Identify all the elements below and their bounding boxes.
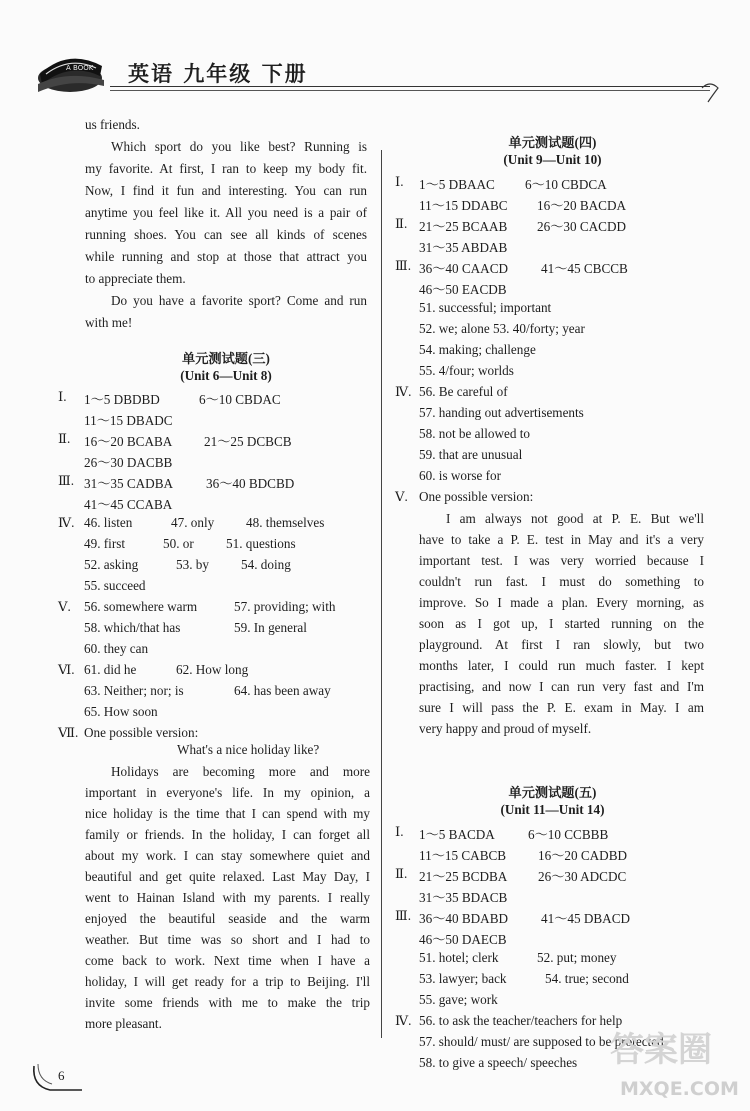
answer-item: 52. put; money bbox=[537, 950, 617, 965]
section-mark: Ⅳ. bbox=[58, 515, 75, 530]
answer-range: 31～35 BDACB bbox=[419, 890, 508, 905]
answer-range: 6～10 CCBBB bbox=[528, 827, 609, 842]
answer-range: 16～20 BCABA bbox=[84, 434, 173, 449]
essay-line: couldn't run fast. I must do something to bbox=[419, 574, 704, 589]
watermark-logo bbox=[602, 1015, 747, 1107]
answer-item: 64. has been away bbox=[234, 683, 331, 698]
paragraph-line: with me! bbox=[85, 315, 133, 330]
header-rule bbox=[110, 86, 710, 87]
answer-range: 11～15 DBADC bbox=[84, 413, 173, 428]
answer-range: 26～30 ADCDC bbox=[538, 869, 627, 884]
essay-line: months later, I could run much faster. I kept bbox=[419, 658, 704, 673]
essay-line: sure I will pass the P. E. exam in May. I am bbox=[419, 700, 704, 715]
answer-range: 1～5 DBAAC bbox=[419, 177, 495, 192]
section-mark: Ⅲ. bbox=[395, 258, 412, 273]
essay-line: weather. But time was so short and I had to bbox=[85, 932, 370, 947]
svg-text:答案圈: 答案圈 bbox=[610, 1030, 712, 1070]
section-mark: Ⅰ. bbox=[58, 389, 67, 404]
answer-range: 36～40 BDCBD bbox=[206, 476, 295, 491]
column-divider bbox=[381, 150, 382, 1038]
answer-item: 51. hotel; clerk bbox=[419, 950, 499, 965]
answer-item: 58. not be allowed to bbox=[419, 426, 530, 441]
essay-line: family or friends. In the holiday, I can forget all bbox=[85, 827, 370, 842]
answer-range: 11～15 DDABC bbox=[419, 198, 508, 213]
answer-range: 6～10 CBDAC bbox=[199, 392, 281, 407]
answer-item: 53. lawyer; back bbox=[419, 971, 507, 986]
answer-range: 16～20 CADBD bbox=[538, 848, 628, 863]
answer-item: 56. to ask the teacher/teachers for help bbox=[419, 1013, 623, 1028]
answer-range: 46～50 EACDB bbox=[419, 282, 507, 297]
answer-range: 46～50 DAECB bbox=[419, 932, 507, 947]
essay-line: holiday, I will get ready for a trip to Beijing. I'll bbox=[85, 974, 370, 989]
answer-item: One possible version: bbox=[419, 489, 534, 504]
intro-end-text: us friends. bbox=[85, 117, 140, 132]
paragraph-line: to appreciate them. bbox=[85, 271, 186, 286]
paragraph-line: Now, I find it fun and interesting. You can run bbox=[85, 183, 367, 198]
essay-line: more pleasant. bbox=[85, 1016, 162, 1031]
essay-line: have to take a P. E. test in May and it's a very bbox=[419, 532, 704, 547]
test3-title: 单元测试题(三) bbox=[182, 351, 270, 366]
paragraph-line: running shoes. You can see all kinds of scenes bbox=[85, 227, 367, 242]
essay-line: come back to work. Next time when I have a bbox=[85, 953, 370, 968]
answer-item: 63. Neither; nor; is bbox=[84, 683, 184, 698]
svg-text:A BOOK: A BOOK bbox=[66, 64, 94, 72]
section-mark: Ⅱ. bbox=[58, 431, 71, 446]
page-number: 6 bbox=[58, 1068, 65, 1083]
answer-range: 16～20 BACDA bbox=[537, 198, 627, 213]
answer-item: 47. only bbox=[171, 515, 215, 530]
answer-item: 56. Be careful of bbox=[419, 384, 508, 399]
answer-range: 1～5 BACDA bbox=[419, 827, 495, 842]
bookmark-icon bbox=[698, 74, 722, 104]
section-mark: Ⅴ. bbox=[58, 599, 71, 614]
test3-subtitle: (Unit 6—Unit 8) bbox=[180, 368, 272, 383]
page-title: 英语 九年级 下册 bbox=[128, 61, 308, 86]
answer-item: 55. gave; work bbox=[419, 992, 498, 1007]
answer-item: 60. is worse for bbox=[419, 468, 502, 483]
paragraph-line: Which sport do you like best? Running is bbox=[111, 139, 367, 154]
answer-item: 58. which/that has bbox=[84, 620, 181, 635]
answer-item: 58. to give a speech/ speeches bbox=[419, 1055, 578, 1070]
answer-range: 11～15 CABCB bbox=[419, 848, 507, 863]
answer-range: 41～45 CCABA bbox=[84, 497, 173, 512]
header-rule-thin bbox=[110, 90, 710, 91]
essay-line: nice holiday is the time that I can spend with my bbox=[85, 806, 370, 821]
essay-line: important test. I was very worried because I bbox=[419, 553, 704, 568]
answer-range: 31～35 ABDAB bbox=[419, 240, 508, 255]
test5-subtitle: (Unit 11—Unit 14) bbox=[500, 802, 605, 817]
svg-text:MXQE.COM: MXQE.COM bbox=[620, 1078, 739, 1100]
essay-line: about my work. I can stay somewhere quiet and bbox=[85, 848, 370, 863]
essay-line: I am always not good at P. E. But we'll bbox=[446, 511, 704, 526]
section-mark: Ⅵ. bbox=[58, 662, 75, 677]
essay-line: important in everyone's life. In my opinion, a bbox=[85, 785, 370, 800]
answer-range: 41～45 DBACD bbox=[541, 911, 631, 926]
answer-item: 57. providing; with bbox=[234, 599, 336, 614]
answer-item: 65. How soon bbox=[84, 704, 158, 719]
answer-range: 26～30 DACBB bbox=[84, 455, 173, 470]
section-mark: Ⅱ. bbox=[395, 216, 408, 231]
answer-item: 51. questions bbox=[226, 536, 296, 551]
section-mark: Ⅶ. bbox=[58, 725, 79, 740]
answer-item: 62. How long bbox=[176, 662, 249, 677]
answer-item: 52. we; alone 53. 40/forty; year bbox=[419, 321, 585, 336]
answer-item: 51. successful; important bbox=[419, 300, 552, 315]
section-mark: Ⅳ. bbox=[395, 1013, 412, 1028]
paragraph-line: while running and stop at those that attract you bbox=[85, 249, 367, 264]
paragraph-line: anytime you feel like it. All you need is a pair of bbox=[85, 205, 367, 220]
answer-item: 52. asking bbox=[84, 557, 139, 572]
test4-subtitle: (Unit 9—Unit 10) bbox=[503, 152, 602, 167]
essay-line: beautiful and get quite relaxed. Last May Day, I bbox=[85, 869, 370, 884]
essay-line: Holidays are becoming more and more bbox=[111, 764, 370, 779]
answer-item: 46. listen bbox=[84, 515, 133, 530]
page-header bbox=[0, 0, 750, 108]
section-mark: Ⅱ. bbox=[395, 866, 408, 881]
answer-item: 57. handing out advertisements bbox=[419, 405, 584, 420]
paragraph-line: my favorite. At first, I ran to keep my body fit. bbox=[85, 161, 367, 176]
essay-line: invite some friends with me to make the trip bbox=[85, 995, 370, 1010]
essay-title: What's a nice holiday like? bbox=[177, 742, 320, 757]
test4-title: 单元测试题(四) bbox=[508, 135, 597, 150]
answer-item: 61. did he bbox=[84, 662, 137, 677]
answer-range: 36～40 BDABD bbox=[419, 911, 509, 926]
answer-item: 50. or bbox=[163, 536, 194, 551]
section-mark: Ⅰ. bbox=[395, 174, 404, 189]
answer-item: 59. In general bbox=[234, 620, 307, 635]
answer-item: 48. themselves bbox=[246, 515, 325, 530]
answer-range: 21～25 BCDBA bbox=[419, 869, 508, 884]
answer-item: 54. true; second bbox=[545, 971, 629, 986]
essay-line: very happy and proud of myself. bbox=[419, 721, 592, 736]
essay-line: improve. So I made a plan. Every morning, as bbox=[419, 595, 704, 610]
answer-range: 21～25 BCAAB bbox=[419, 219, 508, 234]
essay-line: went to Hainan Island with my parents. I really bbox=[85, 890, 370, 905]
book-logo-icon bbox=[30, 40, 108, 100]
test5-title: 单元测试题(五) bbox=[508, 785, 597, 800]
answer-item: 56. somewhere warm bbox=[84, 599, 198, 614]
answer-item: 53. by bbox=[176, 557, 209, 572]
answer-item: 60. they can bbox=[84, 641, 149, 656]
answer-range: 41～45 CBCCB bbox=[541, 261, 628, 276]
answer-range: 6～10 CBDCA bbox=[525, 177, 607, 192]
answer-range: 36～40 CAACD bbox=[419, 261, 509, 276]
answer-item: 49. first bbox=[84, 536, 126, 551]
answer-range: 31～35 CADBA bbox=[84, 476, 174, 491]
answer-item: 54. doing bbox=[241, 557, 291, 572]
answer-item: One possible version: bbox=[84, 725, 199, 740]
section-mark: Ⅴ. bbox=[395, 489, 408, 504]
answer-item: 55. 4/four; worlds bbox=[419, 363, 514, 378]
answer-item: 54. making; challenge bbox=[419, 342, 536, 357]
answer-range: 1～5 DBDBD bbox=[84, 392, 160, 407]
answer-item: 57. should/ must/ are supposed to be protected bbox=[419, 1034, 664, 1049]
essay-line: enjoyed the beautiful seaside and the warm bbox=[85, 911, 370, 926]
section-mark: Ⅲ. bbox=[395, 908, 412, 923]
answer-item: 55. succeed bbox=[84, 578, 146, 593]
section-mark: Ⅲ. bbox=[58, 473, 75, 488]
section-mark: Ⅳ. bbox=[395, 384, 412, 399]
answer-range: 26～30 CACDD bbox=[537, 219, 627, 234]
essay-line: practising, and now I can run very fast and I'm bbox=[419, 679, 704, 694]
essay-line: soon as I got up, I started running on the bbox=[419, 616, 704, 631]
answer-item: 59. that are unusual bbox=[419, 447, 523, 462]
answer-range: 21～25 DCBCB bbox=[204, 434, 292, 449]
paragraph-line: Do you have a favorite sport? Come and run bbox=[111, 293, 367, 308]
essay-line: playground. At first I ran slowly, but two bbox=[419, 637, 704, 652]
section-mark: Ⅰ. bbox=[395, 824, 404, 839]
